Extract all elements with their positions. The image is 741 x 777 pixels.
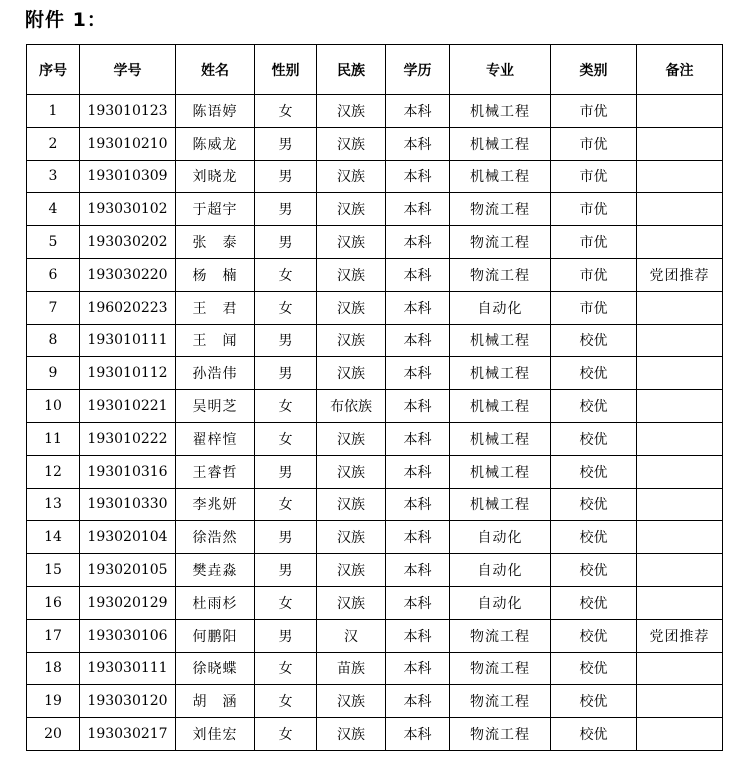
header-ethnicity: 民族 [317,45,386,95]
cell-no: 2 [27,127,80,160]
cell-major: 机械工程 [450,160,551,193]
cell-remark [637,95,723,128]
cell-ethnicity: 汉族 [317,685,386,718]
cell-ethnicity: 汉族 [317,127,386,160]
cell-ethnicity: 汉 [317,619,386,652]
cell-gender: 男 [255,193,317,226]
cell-student-id: 193020129 [80,586,176,619]
cell-student-id: 193010210 [80,127,176,160]
cell-no: 14 [27,521,80,554]
cell-category: 校优 [551,554,637,587]
cell-remark [637,455,723,488]
cell-ethnicity: 汉族 [317,718,386,751]
cell-student-id: 193010221 [80,390,176,423]
cell-category: 校优 [551,390,637,423]
cell-remark: 党团推荐 [637,258,723,291]
cell-gender: 女 [255,291,317,324]
cell-gender: 女 [255,258,317,291]
table-row [27,226,723,259]
cell-gender: 女 [255,390,317,423]
cell-ethnicity: 汉族 [317,258,386,291]
cell-student-id: 193030217 [80,718,176,751]
cell-category: 市优 [551,127,637,160]
cell-gender: 女 [255,586,317,619]
cell-gender: 男 [255,160,317,193]
cell-gender: 女 [255,652,317,685]
cell-student-id: 193010330 [80,488,176,521]
cell-education: 本科 [386,554,450,587]
cell-no: 11 [27,422,80,455]
cell-no: 8 [27,324,80,357]
table-row [27,324,723,357]
cell-no: 10 [27,390,80,423]
cell-remark [637,160,723,193]
cell-remark [637,127,723,160]
cell-gender: 男 [255,357,317,390]
cell-category: 校优 [551,521,637,554]
cell-major: 物流工程 [450,685,551,718]
table-row [27,586,723,619]
cell-ethnicity: 汉族 [317,226,386,259]
cell-major: 自动化 [450,586,551,619]
table-row [27,357,723,390]
cell-remark [637,324,723,357]
cell-category: 校优 [551,685,637,718]
cell-ethnicity: 汉族 [317,95,386,128]
cell-remark [637,422,723,455]
cell-gender: 男 [255,619,317,652]
cell-education: 本科 [386,160,450,193]
cell-name: 杨 楠 [176,258,255,291]
cell-name: 王 君 [176,291,255,324]
header-no: 序号 [27,45,80,95]
cell-education: 本科 [386,226,450,259]
cell-major: 物流工程 [450,258,551,291]
cell-remark [637,357,723,390]
cell-no: 5 [27,226,80,259]
cell-education: 本科 [386,390,450,423]
cell-education: 本科 [386,488,450,521]
cell-education: 本科 [386,455,450,488]
cell-major: 机械工程 [450,488,551,521]
cell-major: 自动化 [450,554,551,587]
cell-ethnicity: 汉族 [317,422,386,455]
cell-no: 17 [27,619,80,652]
table-row [27,455,723,488]
cell-student-id: 193030202 [80,226,176,259]
cell-major: 机械工程 [450,324,551,357]
cell-education: 本科 [386,422,450,455]
cell-no: 3 [27,160,80,193]
cell-name: 杜雨杉 [176,586,255,619]
attachment-title: 附件 1： [25,9,107,31]
cell-ethnicity: 苗族 [317,652,386,685]
cell-major: 自动化 [450,291,551,324]
cell-gender: 女 [255,422,317,455]
cell-student-id: 193030106 [80,619,176,652]
table-row [27,193,723,226]
cell-major: 自动化 [450,521,551,554]
cell-ethnicity: 汉族 [317,554,386,587]
cell-education: 本科 [386,718,450,751]
cell-student-id: 193010309 [80,160,176,193]
cell-name: 何鹏阳 [176,619,255,652]
table-row [27,422,723,455]
cell-student-id: 193010316 [80,455,176,488]
cell-name: 刘晓龙 [176,160,255,193]
cell-name: 樊垚淼 [176,554,255,587]
cell-remark [637,488,723,521]
cell-remark [637,718,723,751]
cell-category: 市优 [551,193,637,226]
cell-no: 15 [27,554,80,587]
cell-name: 王 闻 [176,324,255,357]
cell-name: 于超宇 [176,193,255,226]
cell-student-id: 193030102 [80,193,176,226]
table-body [27,95,723,751]
table-row [27,291,723,324]
table-row [27,258,723,291]
cell-major: 物流工程 [450,652,551,685]
cell-ethnicity: 汉族 [317,160,386,193]
cell-major: 机械工程 [450,422,551,455]
cell-ethnicity: 汉族 [317,324,386,357]
cell-student-id: 193010222 [80,422,176,455]
table-row [27,95,723,128]
cell-category: 校优 [551,422,637,455]
table-row [27,390,723,423]
cell-remark [637,652,723,685]
header-student-id: 学号 [80,45,176,95]
cell-education: 本科 [386,258,450,291]
cell-name: 陈语婷 [176,95,255,128]
student-roster-table [26,44,723,751]
cell-ethnicity: 汉族 [317,291,386,324]
cell-name: 翟梓愃 [176,422,255,455]
cell-remark [637,291,723,324]
cell-category: 校优 [551,488,637,521]
cell-name: 胡 涵 [176,685,255,718]
cell-education: 本科 [386,324,450,357]
table-row [27,488,723,521]
cell-education: 本科 [386,357,450,390]
cell-name: 孙浩伟 [176,357,255,390]
cell-category: 校优 [551,357,637,390]
cell-name: 王睿哲 [176,455,255,488]
table-row [27,718,723,751]
cell-education: 本科 [386,95,450,128]
cell-gender: 女 [255,718,317,751]
header-name: 姓名 [176,45,255,95]
cell-category: 市优 [551,258,637,291]
cell-major: 机械工程 [450,390,551,423]
cell-no: 9 [27,357,80,390]
header-category: 类别 [551,45,637,95]
cell-gender: 男 [255,521,317,554]
cell-student-id: 193010111 [80,324,176,357]
cell-no: 19 [27,685,80,718]
cell-remark: 党团推荐 [637,619,723,652]
cell-category: 市优 [551,226,637,259]
cell-major: 机械工程 [450,357,551,390]
cell-student-id: 193010123 [80,95,176,128]
cell-gender: 女 [255,95,317,128]
cell-category: 市优 [551,160,637,193]
table-row [27,521,723,554]
cell-education: 本科 [386,291,450,324]
cell-student-id: 196020223 [80,291,176,324]
cell-no: 18 [27,652,80,685]
cell-education: 本科 [386,685,450,718]
cell-major: 物流工程 [450,193,551,226]
table-row [27,619,723,652]
cell-gender: 女 [255,685,317,718]
cell-name: 徐晓蝶 [176,652,255,685]
cell-remark [637,554,723,587]
cell-gender: 男 [255,127,317,160]
cell-education: 本科 [386,619,450,652]
header-education: 学历 [386,45,450,95]
cell-category: 校优 [551,619,637,652]
cell-remark [637,193,723,226]
cell-category: 市优 [551,291,637,324]
header-remark: 备注 [637,45,723,95]
cell-major: 物流工程 [450,718,551,751]
table-header-row [27,45,723,95]
cell-name: 李兆妍 [176,488,255,521]
header-major: 专业 [450,45,551,95]
cell-ethnicity: 汉族 [317,357,386,390]
cell-student-id: 193030220 [80,258,176,291]
cell-no: 12 [27,455,80,488]
cell-name: 徐浩然 [176,521,255,554]
cell-major: 机械工程 [450,455,551,488]
table-row [27,127,723,160]
cell-no: 6 [27,258,80,291]
cell-remark [637,685,723,718]
cell-ethnicity: 汉族 [317,586,386,619]
cell-name: 吴明芝 [176,390,255,423]
table-row [27,160,723,193]
cell-name: 刘佳宏 [176,718,255,751]
cell-no: 13 [27,488,80,521]
cell-student-id: 193020105 [80,554,176,587]
cell-gender: 男 [255,226,317,259]
cell-gender: 男 [255,324,317,357]
table-row [27,652,723,685]
table-row [27,685,723,718]
table-row [27,554,723,587]
cell-student-id: 193030111 [80,652,176,685]
cell-no: 16 [27,586,80,619]
cell-gender: 女 [255,488,317,521]
cell-remark [637,390,723,423]
cell-category: 校优 [551,586,637,619]
cell-gender: 男 [255,554,317,587]
cell-ethnicity: 汉族 [317,521,386,554]
cell-gender: 男 [255,455,317,488]
cell-no: 7 [27,291,80,324]
cell-category: 校优 [551,324,637,357]
cell-education: 本科 [386,193,450,226]
cell-category: 校优 [551,718,637,751]
cell-ethnicity: 汉族 [317,193,386,226]
cell-category: 校优 [551,652,637,685]
cell-ethnicity: 汉族 [317,455,386,488]
cell-major: 物流工程 [450,226,551,259]
cell-category: 市优 [551,95,637,128]
cell-name: 张 泰 [176,226,255,259]
cell-category: 校优 [551,455,637,488]
cell-ethnicity: 布依族 [317,390,386,423]
cell-education: 本科 [386,127,450,160]
header-gender: 性别 [255,45,317,95]
cell-no: 20 [27,718,80,751]
cell-education: 本科 [386,521,450,554]
cell-student-id: 193030120 [80,685,176,718]
cell-no: 1 [27,95,80,128]
cell-remark [637,226,723,259]
cell-remark [637,586,723,619]
cell-education: 本科 [386,586,450,619]
cell-education: 本科 [386,652,450,685]
cell-student-id: 193010112 [80,357,176,390]
cell-no: 4 [27,193,80,226]
cell-name: 陈威龙 [176,127,255,160]
cell-ethnicity: 汉族 [317,488,386,521]
cell-major: 机械工程 [450,127,551,160]
cell-student-id: 193020104 [80,521,176,554]
cell-remark [637,521,723,554]
cell-major: 机械工程 [450,95,551,128]
cell-major: 物流工程 [450,619,551,652]
